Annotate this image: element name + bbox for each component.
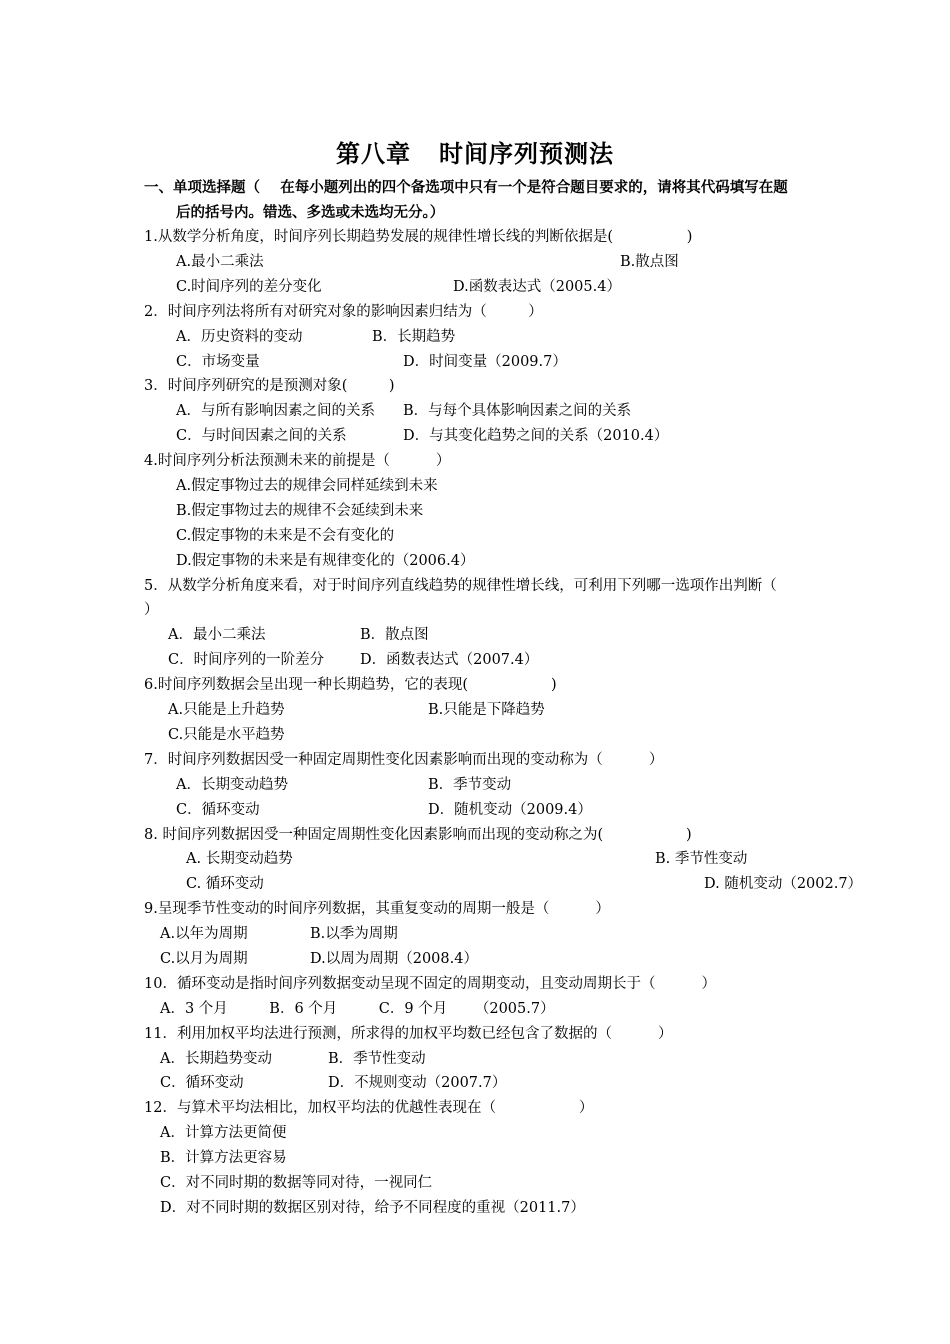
question-5-option-a: A．最小二乘法 bbox=[168, 627, 266, 643]
question-9-option-d: D.以周为周期（2008.4） bbox=[310, 951, 478, 967]
question-4-stem: 4.时间序列分析法预测未来的前提是（ ） bbox=[144, 453, 451, 469]
question-4-option-b: B.假定事物过去的规律不会延续到未来 bbox=[176, 503, 424, 519]
question-4-option-c: C.假定事物的未来是不会有变化的 bbox=[176, 528, 395, 544]
question-3-stem: 3．时间序列研究的是预测对象( ) bbox=[144, 378, 395, 394]
question-2-stem: 2．时间序列法将所有对研究对象的影响因素归结为（ ） bbox=[144, 304, 543, 320]
question-12-option-d: D．对不同时期的数据区别对待，给予不同程度的重视（2011.7） bbox=[160, 1200, 585, 1216]
question-1-option-d: D.函数表达式（2005.4） bbox=[453, 279, 621, 295]
question-6-stem: 6.时间序列数据会呈出现一种长期趋势，它的表现( ) bbox=[144, 677, 557, 693]
question-1-option-b: B.散点图 bbox=[620, 254, 679, 270]
question-3-option-d: D．与其变化趋势之间的关系（2010.4） bbox=[403, 428, 669, 444]
question-12-option-b: B．计算方法更容易 bbox=[160, 1150, 287, 1166]
question-10-stem: 10．循环变动是指时间序列数据变动呈现不固定的周期变动，且变动周期长于（ ） bbox=[144, 976, 717, 992]
chapter-title: 第八章 时间序列预测法 bbox=[335, 139, 615, 168]
question-11-option-a: A．长期趋势变动 bbox=[160, 1051, 272, 1067]
question-6-option-a: A.只能是上升趋势 bbox=[168, 702, 285, 718]
question-1-option-a: A.最小二乘法 bbox=[176, 254, 264, 270]
question-4-option-a: A.假定事物过去的规律会同样延续到未来 bbox=[176, 478, 438, 494]
question-5-stem: 5．从数学分析角度来看，对于时间序列直线趋势的规律性增长线，可利用下列哪一选项作出判断（ bbox=[144, 578, 777, 594]
question-2-option-a: A．历史资料的变动 bbox=[176, 329, 303, 345]
question-2-option-b: B．长期趋势 bbox=[372, 329, 456, 345]
question-11-option-c: C．循环变动 bbox=[160, 1075, 244, 1091]
question-7-option-d: D．随机变动（2009.4） bbox=[428, 802, 592, 818]
question-2-option-c: C．市场变量 bbox=[176, 354, 260, 370]
question-8-option-d: D. 随机变动（2002.7） bbox=[704, 876, 863, 892]
question-2-option-d: D．时间变量（2009.7） bbox=[403, 354, 567, 370]
question-1-option-c: C.时间序列的差分变化 bbox=[176, 279, 322, 295]
question-5-option-c: C．时间序列的一阶差分 bbox=[168, 652, 325, 668]
question-3-option-b: B．与每个具体影响因素之间的关系 bbox=[403, 403, 632, 419]
question-3-option-c: C．与时间因素之间的关系 bbox=[176, 428, 347, 444]
question-11-stem: 11．利用加权平均法进行预测，所求得的加权平均数已经包含了数据的（ ） bbox=[144, 1026, 673, 1042]
question-9-option-a: A.以年为周期 bbox=[160, 926, 248, 942]
question-12-stem: 12．与算术平均法相比，加权平均法的优越性表现在（ ） bbox=[144, 1100, 594, 1116]
question-11-option-d: D．不规则变动（2007.7） bbox=[328, 1075, 507, 1091]
question-4-option-d: D.假定事物的未来是有规律变化的（2006.4） bbox=[176, 553, 475, 569]
question-5-option-b: B．散点图 bbox=[360, 627, 429, 643]
question-6-option-b: B.只能是下降趋势 bbox=[428, 702, 545, 718]
question-8-option-b: B. 季节性变动 bbox=[655, 851, 748, 867]
question-12-option-a: A．计算方法更简便 bbox=[160, 1125, 287, 1141]
question-11-option-b: B．季节性变动 bbox=[328, 1051, 426, 1067]
question-9-option-b: B.以季为周期 bbox=[310, 926, 398, 942]
question-8-stem: 8. 时间序列数据因受一种固定周期性变化因素影响而出现的变动称之为( ) bbox=[144, 827, 692, 843]
question-9-option-c: C.以月为周期 bbox=[160, 951, 248, 967]
question-7-option-c: C．循环变动 bbox=[176, 802, 260, 818]
question-12-option-c: C．对不同时期的数据等同对待，一视同仁 bbox=[160, 1175, 433, 1191]
question-3-option-a: A．与所有影响因素之间的关系 bbox=[176, 403, 375, 419]
section-heading: 一、单项选择题（ 在每小题列出的四个备选项中只有一个是符合题目要求的，请将其代码填写在题 bbox=[144, 179, 788, 196]
question-8-option-c: C. 循环变动 bbox=[186, 876, 264, 892]
question-8-option-a: A. 长期变动趋势 bbox=[186, 851, 293, 867]
question-6-option-c: C.只能是水平趋势 bbox=[168, 727, 285, 743]
question-7-option-b: B．季节变动 bbox=[428, 777, 512, 793]
question-1-stem: 1.从数学分析角度，时间序列长期趋势发展的规律性增长线的判断依据是( ) bbox=[144, 229, 693, 245]
question-10-options: A．3 个月 B．6 个月 C．9 个月 （2005.7） bbox=[160, 1001, 555, 1017]
question-7-option-a: A．长期变动趋势 bbox=[176, 777, 288, 793]
question-5-option-d: D．函数表达式（2007.4） bbox=[360, 652, 539, 668]
question-5-stem-continued: ） bbox=[144, 602, 159, 618]
question-9-stem: 9.呈现季节性变动的时间序列数据，其重复变动的周期一般是（ ） bbox=[144, 901, 610, 917]
question-7-stem: 7．时间序列数据因受一种固定周期性变化因素影响而出现的变动称为（ ） bbox=[144, 752, 664, 768]
section-heading-continued: 后的括号内。错选、多选或未选均无分。） bbox=[176, 204, 445, 221]
